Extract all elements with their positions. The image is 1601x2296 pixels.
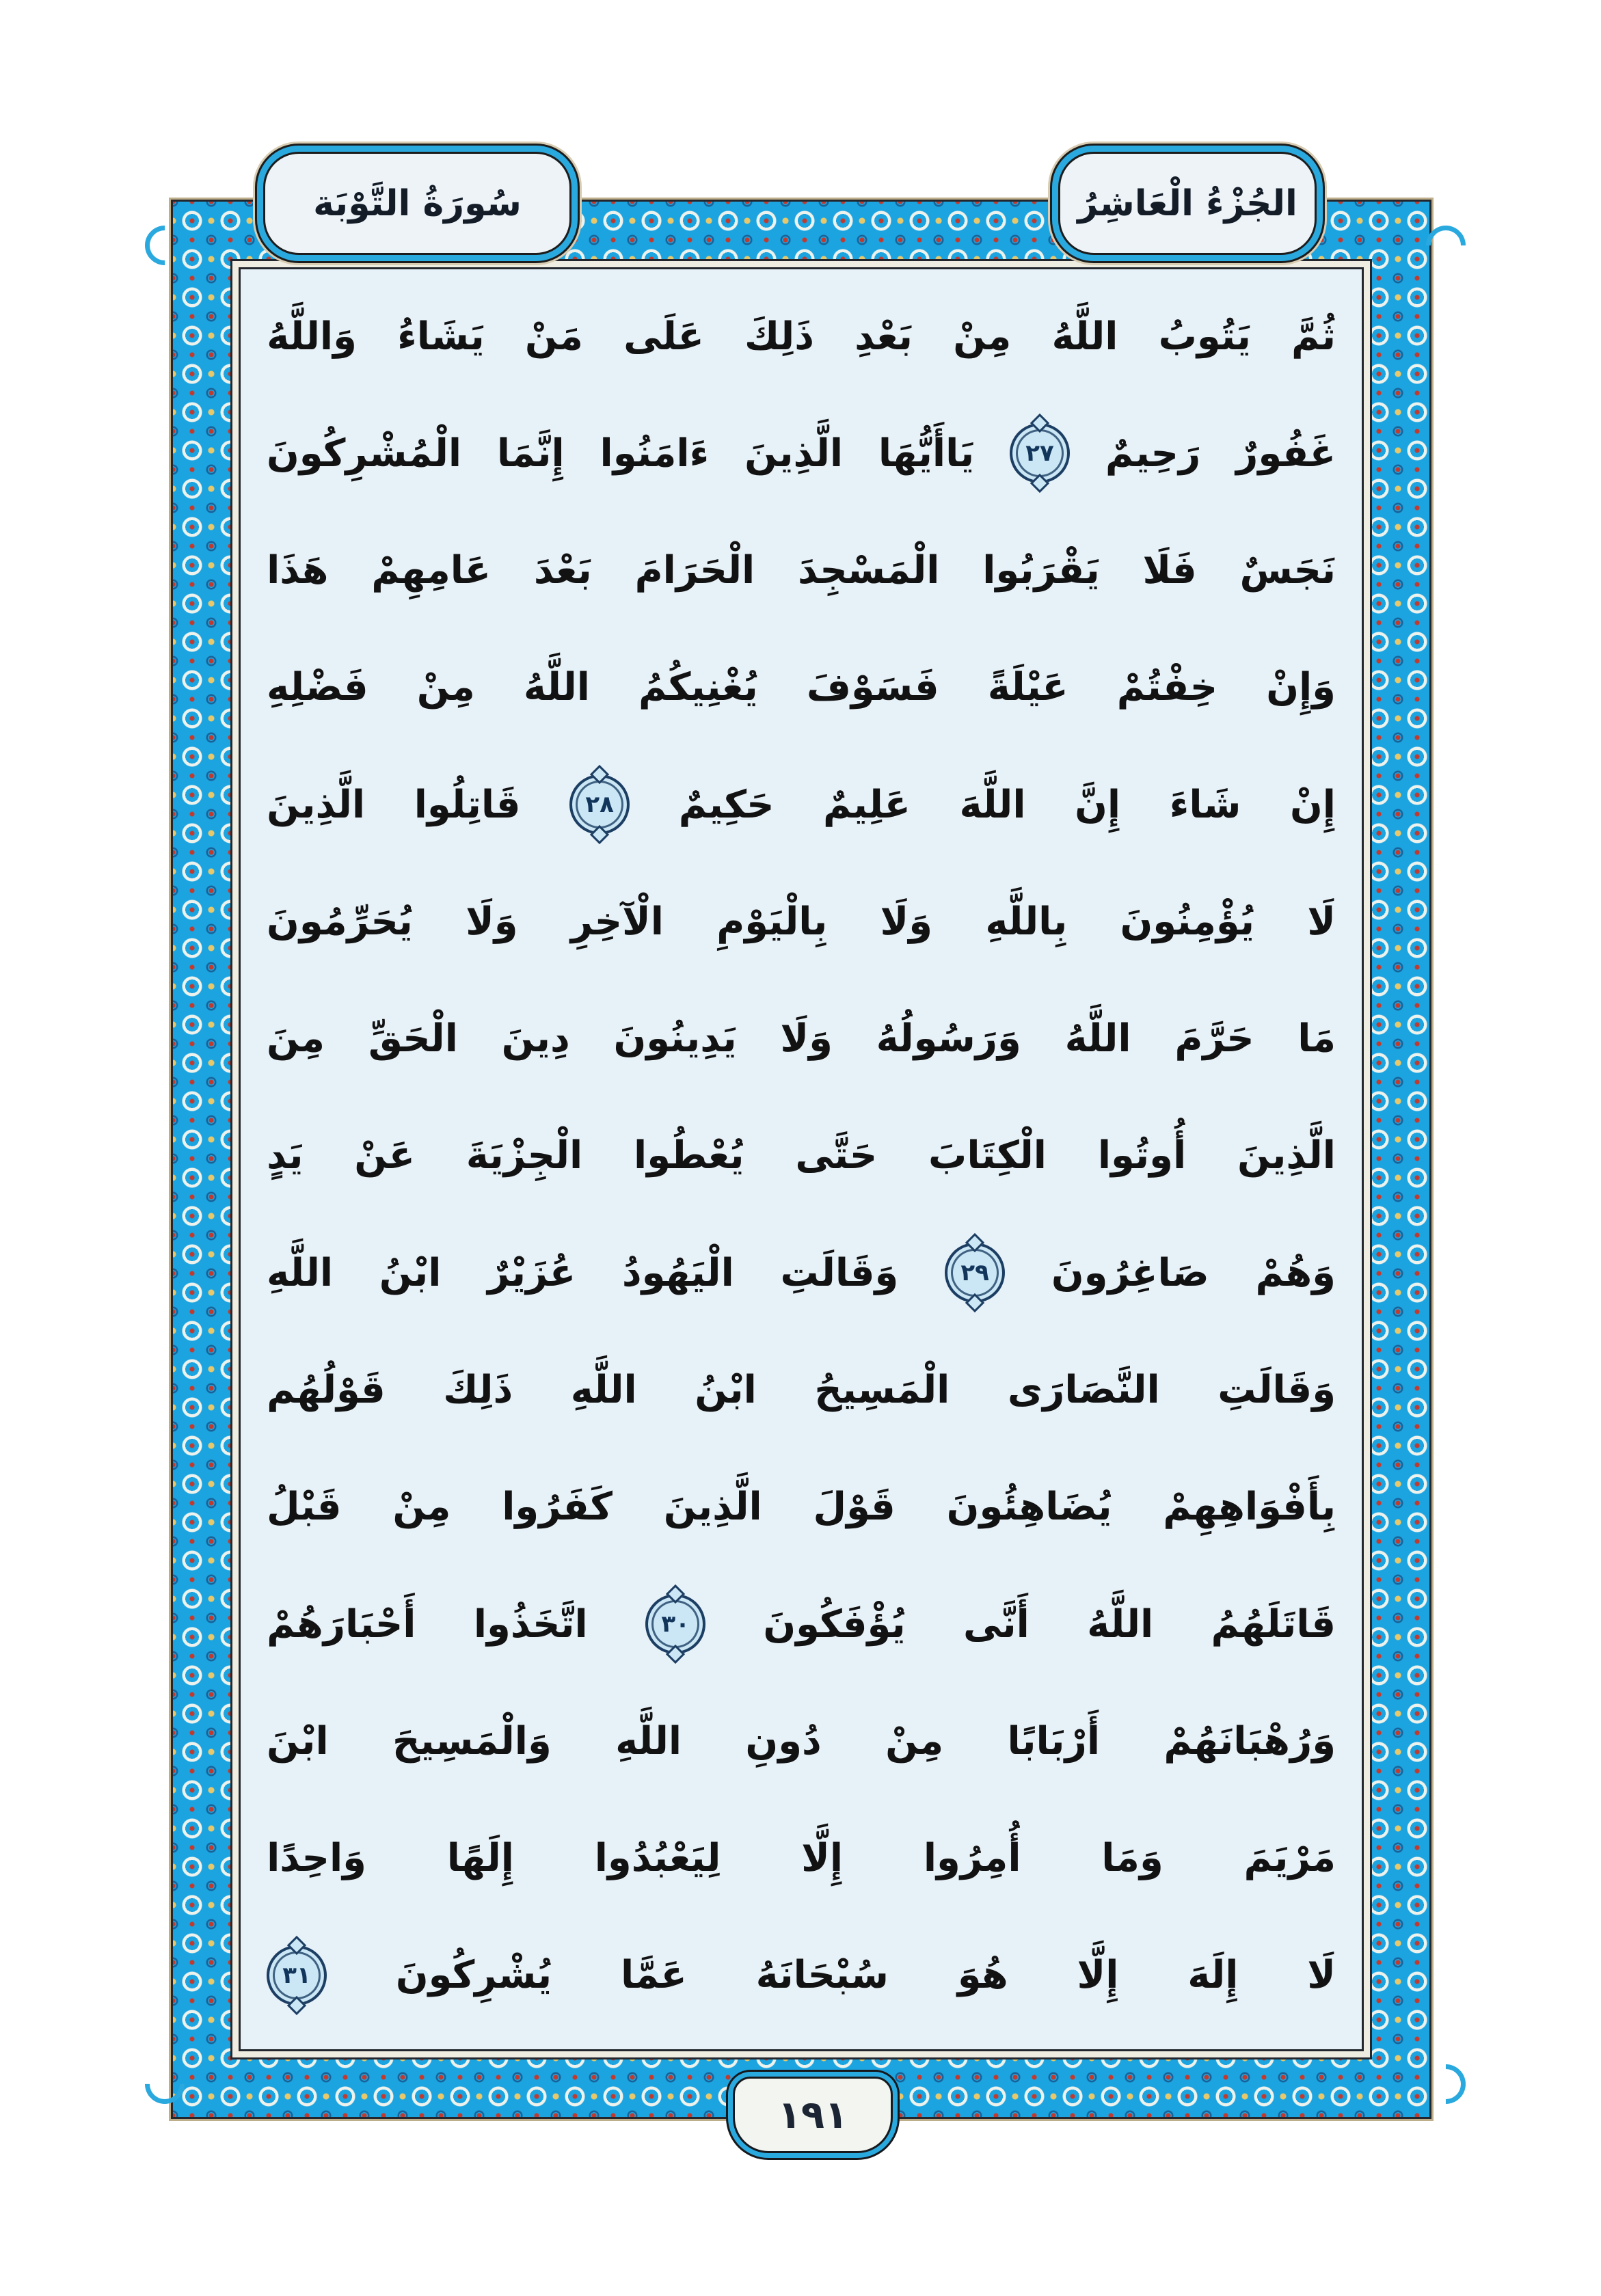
quran-word: عَنْ [354, 1133, 415, 1178]
quran-word: الْحَرَامَ [634, 548, 755, 593]
quran-word: إِنَّمَا [496, 431, 565, 476]
quran-word: سُبْحَانَهُ [755, 1953, 889, 1998]
quran-word: يُشْرِكُونَ [395, 1953, 552, 1998]
quran-word: وَقَالَتِ [1217, 1368, 1336, 1413]
quran-line [263, 1567, 1340, 1682]
quran-word: ابْنُ [695, 1368, 757, 1413]
quran-word: قَبْلُ [267, 1485, 342, 1530]
quran-word: أَنَّى [963, 1602, 1030, 1647]
quran-word: حَكِيمٌ [678, 782, 775, 827]
quran-word: صَاغِرُونَ [1051, 1250, 1209, 1295]
quran-word: اللَّهُ [1051, 314, 1118, 359]
quran-word: وَاحِدًا [267, 1836, 366, 1881]
quran-word: قَوْلَ [813, 1485, 896, 1530]
juz-name-label: الجُزْءُ الْعَاشِرُ [1077, 183, 1297, 224]
quran-word: إِلَّا [1077, 1953, 1119, 1998]
quran-line [263, 279, 1340, 394]
quran-word: حَرَّمَ [1174, 1016, 1254, 1062]
quran-word: عَمَّا [620, 1953, 687, 1998]
ayah-number-marker: ٣٠ [645, 1594, 705, 1654]
quran-word: مِنْ [392, 1485, 451, 1530]
quran-word: بِالْيَوْمِ [716, 899, 828, 944]
quran-line [263, 396, 1340, 511]
quran-word: مَنْ [524, 314, 583, 359]
quran-word: مِنْ [953, 314, 1012, 359]
quran-line [263, 747, 1340, 862]
quran-text-area [263, 279, 1340, 2033]
quran-word: يُحَرِّمُونَ [267, 899, 413, 944]
juz-name-cartouche [1058, 152, 1317, 255]
quran-word: النَّصَارَى [1007, 1368, 1160, 1413]
quran-word: الَّذِينَ [744, 431, 844, 476]
quran-word: قَاتَلَهُمُ [1211, 1602, 1336, 1647]
quran-word: يَتُوبُ [1158, 314, 1251, 359]
quran-word: نَجَسٌ [1239, 548, 1336, 593]
quran-word: وَلَا [780, 1016, 833, 1062]
quran-word: يُؤْفَكُونَ [763, 1602, 906, 1647]
ayah-number-marker: ٣١ [267, 1945, 327, 2005]
quran-word: ذَلِكَ [744, 314, 814, 359]
quran-word: ابْنُ [379, 1250, 442, 1295]
surah-name-cartouche [263, 152, 571, 255]
quran-word: حَتَّى [795, 1133, 878, 1178]
quran-word: مَا [1297, 1016, 1336, 1062]
quran-word: أَحْبَارَهُمْ [267, 1602, 416, 1647]
quran-word: فَلَا [1142, 548, 1197, 593]
quran-word: إِنَّ [1075, 782, 1121, 827]
quran-line [263, 1450, 1340, 1565]
quran-word: بِأَفْوَاهِهِمْ [1163, 1485, 1336, 1530]
quran-word: وَقَالَتِ [780, 1250, 899, 1295]
quran-word: هَذَا [267, 548, 329, 593]
quran-word: وَلَا [466, 899, 518, 944]
quran-word: اللَّهُ [1087, 1602, 1154, 1647]
quran-word: عُزَيْرٌ [487, 1250, 576, 1295]
quran-word: يَدٍ [267, 1133, 304, 1178]
quran-word: وَرَسُولُهُ [876, 1016, 1021, 1062]
quran-word: ابْنَ [267, 1718, 329, 1764]
quran-word: بَعْدَ [533, 548, 592, 593]
quran-word: الَّذِينَ [1237, 1133, 1336, 1178]
quran-word: يَدِينُونَ [613, 1016, 737, 1062]
quran-word: غَفُورٌ [1236, 431, 1336, 476]
quran-word: يُضَاهِئُونَ [946, 1485, 1112, 1530]
quran-word: اتَّخَذُوا [473, 1602, 588, 1647]
quran-word: الْجِزْيَةَ [466, 1133, 583, 1178]
quran-word: فَضْلِهِ [267, 665, 368, 710]
quran-word: يُغْنِيكُمُ [638, 665, 758, 710]
quran-word: يُؤْمِنُونَ [1120, 899, 1255, 944]
quran-word: دِينَ [501, 1016, 570, 1062]
quran-word: الْمَسِيحُ [814, 1368, 950, 1413]
quran-word: لَا [1307, 899, 1336, 944]
quran-word: لِيَعْبُدُوا [594, 1836, 721, 1881]
quran-word: أَرْبَابًا [1007, 1718, 1101, 1764]
quran-word: إِلَّا [801, 1836, 844, 1881]
quran-word: الَّذِينَ [663, 1485, 762, 1530]
quran-word: مِنَ [267, 1016, 325, 1062]
quran-word: لَا [1307, 1953, 1336, 1998]
quran-word: اللَّهِ [615, 1718, 682, 1764]
surah-name-label: سُورَةُ التَّوْبَة [313, 183, 522, 224]
quran-word: مَرْيَمَ [1243, 1836, 1336, 1881]
quran-line [263, 1098, 1340, 1213]
quran-word: الْآخِرِ [570, 899, 664, 944]
quran-word: يَاأَيُّهَا [878, 431, 975, 476]
quran-word: هُوَ [957, 1953, 1008, 1998]
quran-word: ءَامَنُوا [600, 431, 710, 476]
quran-line [263, 513, 1340, 628]
quran-word: اللَّهُ [1064, 1016, 1131, 1062]
quran-line [263, 864, 1340, 979]
quran-line [263, 1801, 1340, 1916]
quran-word: فَسَوْفَ [806, 665, 939, 710]
quran-word: الَّذِينَ [267, 782, 366, 827]
page-number-tab [733, 2077, 893, 2153]
quran-word: عَلَى [623, 314, 704, 359]
quran-word: يُعْطُوا [634, 1133, 744, 1178]
quran-word: دُونِ [745, 1718, 822, 1764]
quran-word: مِنْ [416, 665, 475, 710]
quran-word: وَلَا [880, 899, 933, 944]
quran-word: وَاللَّهُ [267, 314, 357, 359]
quran-word: إِنْ [1290, 782, 1336, 827]
quran-line [263, 1918, 1340, 2033]
quran-word: اللَّهُ [523, 665, 590, 710]
quran-line [263, 1684, 1340, 1798]
quran-word: وَالْمَسِيحَ [392, 1718, 552, 1764]
quran-word: اللَّهِ [267, 1250, 334, 1295]
quran-word: الْكِتَابَ [928, 1133, 1047, 1178]
quran-word: ثُمَّ [1291, 314, 1336, 359]
quran-word: ذَلِكَ [443, 1368, 513, 1413]
ayah-number-marker: ٢٧ [1010, 423, 1070, 483]
quran-word: عَلِيمٌ [823, 782, 911, 827]
quran-word: وَرُهْبَانَهُمْ [1163, 1718, 1336, 1764]
quran-word: يَشَاءُ [397, 314, 485, 359]
page-number: ١٩١ [777, 2092, 848, 2137]
quran-word: وَإِنْ [1266, 665, 1336, 710]
ayah-number-marker: ٢٩ [945, 1243, 1005, 1303]
quran-word: أُوتُوا [1097, 1133, 1187, 1178]
quran-word: الْمُشْرِكُونَ [267, 431, 462, 476]
quran-line [263, 1333, 1340, 1448]
quran-word: خِفْتُمْ [1116, 665, 1218, 710]
quran-word: الْمَسْجِدَ [798, 548, 940, 593]
quran-word: قَوْلُهُم [267, 1368, 386, 1413]
quran-word: رَحِيمٌ [1105, 431, 1201, 476]
quran-word: إِلَهًا [446, 1836, 514, 1881]
quran-word: الْحَقِّ [368, 1016, 458, 1062]
quran-word: يَقْرَبُوا [982, 548, 1100, 593]
quran-word: شَاءَ [1169, 782, 1241, 827]
quran-line [263, 630, 1340, 745]
quran-word: بِاللَّهِ [985, 899, 1068, 944]
quran-word: اللَّهَ [959, 782, 1026, 827]
quran-word: كَفَرُوا [502, 1485, 613, 1530]
quran-line [263, 982, 1340, 1096]
quran-word: عَامِهِمْ [371, 548, 492, 593]
quran-line [263, 1215, 1340, 1330]
quran-word: قَاتِلُوا [414, 782, 521, 827]
quran-word: بَعْدِ [855, 314, 913, 359]
quran-word: إِلَهَ [1187, 1953, 1239, 1998]
quran-word: وَمَا [1101, 1836, 1163, 1881]
quran-word: مِنْ [885, 1718, 944, 1764]
quran-word: اللَّهِ [570, 1368, 637, 1413]
quran-word: أُمِرُوا [923, 1836, 1021, 1881]
quran-word: وَهُمْ [1255, 1250, 1336, 1295]
quran-word: الْيَهُودُ [621, 1250, 734, 1295]
ayah-number-marker: ٢٨ [569, 774, 630, 835]
quran-word: عَيْلَةً [987, 665, 1068, 710]
